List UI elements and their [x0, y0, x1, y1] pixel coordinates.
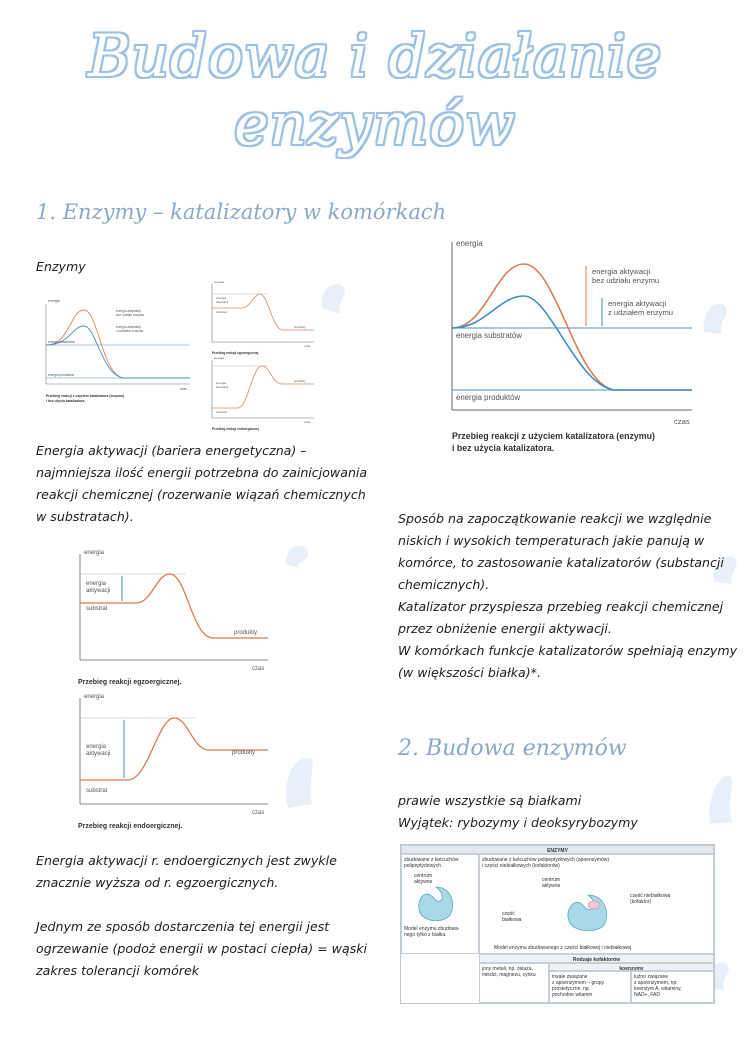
act-label-2: aktywacji	[86, 751, 111, 757]
sub-label: substrat	[216, 310, 227, 314]
enzymes-label: Enzymy	[36, 259, 86, 274]
holoenzyme-column: zbudowane z łańcuchów polipeptydowych (apoenzymów) i części niebiałkowych (kofaktorów) centrum aktywne część białkowa część niebiałkowa (kofaktor) Model enzymu zbudowanego z części białkowej i niebiałkowej.	[479, 854, 714, 954]
caption-2: i bez użycia katalizatora.	[46, 399, 86, 403]
endoergic-energy-text: Energia aktywacji r. endoergicznych jest zwykle znacznie wyższa od r. egzoergicznych. Jednym ze sposób dostarczenia tej energii jest ogrzewanie (podoż energii w postaci ciepła) = wąski zakres tolerancji komórek	[36, 853, 368, 978]
decorative-shape	[700, 296, 730, 336]
sub-label: substrat	[86, 788, 108, 794]
page-title: Budowa i działanie enzymów	[87, 22, 663, 158]
holoenzyme-icon	[564, 893, 614, 933]
x-label: czas	[674, 417, 690, 426]
cofactor-types-header: Rodzaje kofaktorów	[479, 954, 714, 963]
mini-exo-chart	[208, 280, 318, 360]
sub-label: substrat	[216, 410, 227, 414]
prod-label: produkty	[232, 750, 256, 756]
protein-enzyme-icon	[416, 885, 456, 921]
caption: Przebieg reakcji egzoergicznej.	[78, 679, 182, 686]
section-1-heading: 1. Enzymy – katalizatory w komórkach	[36, 200, 447, 224]
caption: Przebieg reakcji endoergicznej.	[78, 823, 183, 830]
act-label-1: energia	[86, 744, 107, 750]
caption: Przebieg reakcji endoergicznej.	[212, 427, 260, 431]
small-catalyst-chart-svg	[40, 298, 200, 408]
y-label: energia	[214, 356, 225, 360]
label-cat-1: energia aktywacji	[116, 325, 141, 329]
caption-1: Przebieg reakcji z użyciem katalizatora (enzymu)	[46, 394, 125, 398]
label-product: energia produktów	[456, 393, 521, 402]
prod-label: produkty	[294, 325, 306, 329]
y-label: energia	[84, 550, 105, 556]
label-product: energia produktów	[48, 373, 75, 377]
x-label: czas	[180, 387, 187, 391]
prod-label: produkty	[294, 379, 306, 383]
y-label: energia	[48, 299, 60, 303]
coenzymes-header: koenzymy	[549, 963, 714, 971]
act-label-2: aktywacji	[86, 588, 111, 594]
caption-1: Przebieg reakcji z użyciem katalizatora (enzymu)	[452, 431, 655, 441]
protein-only-column: zbudowane z łańcuchów polipeptydowych centrum aktywne Model enzymu zbudowa- nego tylko z białka.	[401, 854, 479, 954]
small-catalyst-chart	[40, 298, 200, 408]
caption: Przebieg reakcji egzoergicznej.	[212, 351, 260, 355]
decorative-shape	[706, 768, 736, 828]
label-uncat-2: bez udziału enzymu	[592, 276, 660, 285]
catalyst-method-text: Sposób na zapoczątkowanie reakcji we względnie niskich i wysokich temperaturach jakie panują w komórce, to zastosowanie katalizatorów (substancji chemicznych). Katalizator przyspiesza przebieg reakcji chemicznej przez obniżenie energii aktywacji. W komórkach funkcje katalizatorów spełniają enzymy (w większości białka)*.	[398, 511, 738, 680]
label-substrate: energia substratów	[456, 331, 522, 340]
caption-2: i bez użycia katalizatora.	[452, 443, 555, 453]
x-label: czas	[252, 666, 265, 672]
prosthetic-groups-cell: trwale związane z apoenzymem – grupy prostetyczne, np. pochodne witamin	[549, 971, 631, 1003]
label-uncat-1: energia aktywacji	[592, 267, 651, 276]
act-label-1: energia	[86, 581, 107, 587]
label-uncat-2: bez udziału enzymu	[116, 313, 145, 317]
sub-label: substrat	[86, 606, 108, 612]
decorative-shape	[282, 752, 318, 812]
big-catalyst-chart	[446, 234, 696, 464]
enzyme-structure-diagram	[400, 844, 715, 1004]
prod-label: produkty	[234, 630, 258, 636]
label-substrate: energia substratów	[48, 340, 75, 344]
exoergic-chart	[76, 548, 276, 690]
label-cat-2: z udziałem enzymu	[608, 308, 673, 317]
section-2-heading: 2. Budowa enzymów	[398, 736, 627, 761]
big-catalyst-chart-svg	[446, 234, 696, 464]
exoergic-chart-svg	[76, 548, 276, 690]
label-cat-2: z udziałem enzymu	[116, 329, 144, 333]
y-label: energia	[214, 280, 225, 284]
endoergic-chart	[76, 692, 276, 834]
metal-ions-cell: jony metali, np. żelaza, miedzi, magnezu, cynku	[479, 963, 549, 1003]
catalyzed-curve	[46, 326, 190, 378]
loose-coenzymes-cell: luźno związane z apoenzymem, np. koenzym A, witaminy, NAD+, FAD	[631, 971, 714, 1003]
enzyme-structure-text: prawie wszystkie są białkami Wyjątek: rybozymy i deoksyrybozymy	[398, 793, 638, 830]
act-label-1: energia	[216, 381, 227, 385]
decorative-shape	[318, 278, 348, 318]
act-label-2: aktywacji	[216, 300, 229, 304]
mini-endo-chart-svg	[208, 356, 318, 436]
mini-endo-chart	[208, 356, 318, 436]
table-header: ENZYMY	[401, 845, 714, 854]
reaction-curve	[80, 574, 268, 638]
x-label: czas	[304, 420, 311, 424]
act-label-2: aktywacji	[216, 385, 229, 389]
x-label: czas	[304, 344, 311, 348]
uncatalyzed-curve	[46, 310, 190, 378]
activation-energy-definition: Energia aktywacji (bariera energetyczna) – najmniejsza ilość energii potrzebna do zainicjowania reakcji chemicznej (rozerwanie wiązań chemicznych w substratach).	[36, 443, 368, 524]
x-label: czas	[252, 810, 265, 816]
act-label-1: energia	[216, 296, 227, 300]
mini-exo-chart-svg	[208, 280, 318, 360]
y-label: energia	[456, 239, 483, 248]
label-cat-1: energia aktywacji	[608, 299, 667, 308]
endoergic-chart-svg	[76, 692, 276, 834]
y-label: energia	[84, 694, 105, 700]
label-uncat-1: energia aktywacji	[116, 309, 141, 313]
reaction-curve	[80, 718, 268, 780]
decorative-shape	[282, 540, 312, 570]
